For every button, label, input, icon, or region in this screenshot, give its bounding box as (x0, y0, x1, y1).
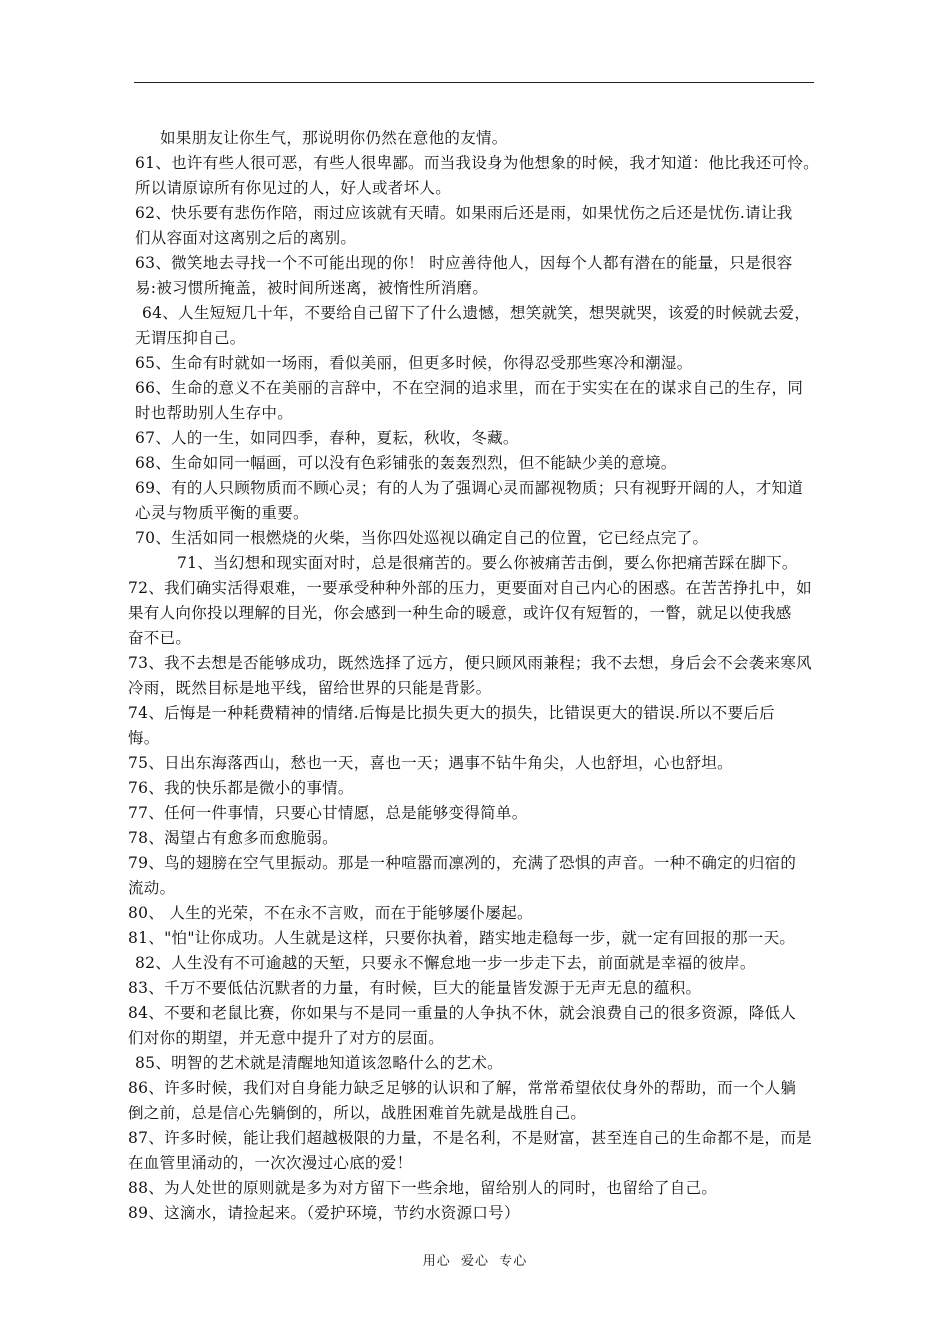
text-line: 66、生命的意义不在美丽的言辞中，不在空洞的追求里，而在于实实在在的谋求自己的生存，同 (135, 379, 804, 397)
text-line: 果有人向你投以理解的目光，你会感到一种生命的暖意，或许仅有短暂的，一瞥，就足以使我感 (128, 604, 792, 622)
text-line: 79、鸟的翅膀在空气里振动。那是一种喧嚣而凛冽的，充满了恐惧的声音。一种不确定的归宿的 (128, 854, 797, 872)
text-line: 68、生命如同一幅画，可以没有色彩铺张的轰轰烈烈，但不能缺少美的意境。 (135, 454, 677, 472)
text-line: 奋不已。 (128, 629, 192, 647)
text-line: 易:被习惯所掩盖，被时间所迷离，被惰性所消磨。 (135, 279, 489, 297)
text-line: 们对你的期望，并无意中提升了对方的层面。 (128, 1029, 445, 1047)
text-line: 所以请原谅所有你见过的人，好人或者坏人。 (135, 179, 452, 197)
text-line: 70、生活如同一根燃烧的火柴，当你四处巡视以确定自己的位置，它已经点完了。 (135, 529, 709, 547)
text-line: 72、我们确实活得艰难，一要承受种种外部的压力，更要面对自己内心的困惑。在苦苦挣扎中，如 (128, 579, 812, 597)
text-line: 81、"怕"让你成功。人生就是这样，只要你执着，踏实地走稳每一步，就一定有回报的那一天。 (128, 929, 796, 947)
text-line: 80、 人生的光荣，不在永不言败，而在于能够屡仆屡起。 (128, 904, 533, 922)
text-line: 82、人生没有不可逾越的天堑，只要永不懈怠地一步一步走下去，前面就是幸福的彼岸。 (135, 954, 756, 972)
text-line: 77、任何一件事情，只要心甘情愿，总是能够变得简单。 (128, 804, 528, 822)
text-line: 78、渴望占有愈多而愈脆弱。 (128, 829, 338, 847)
text-line: 89、这滴水，请捡起来。（爱护环境，节约水资源口号） (128, 1204, 520, 1222)
text-line: 63、微笑地去寻找一个不可能出现的你！ 时应善待他人，因每个人都有潜在的能量，只是很容 (135, 254, 793, 272)
text-line: 在血管里涌动的，一次次漫过心底的爱！ (128, 1154, 413, 1172)
text-line: 心灵与物质平衡的重要。 (135, 504, 309, 522)
header-rule (134, 82, 814, 83)
page-footer: 用心 爱心 专心 (422, 1254, 528, 1269)
text-line: 84、不要和老鼠比赛，你如果与不是同一重量的人争执不休，就会浪费自己的很多资源，降低人 (128, 1004, 797, 1022)
text-line: 倒之前，总是信心先躺倒的，所以，战胜困难首先就是战胜自己。 (128, 1104, 587, 1122)
text-line: 86、许多时候，我们对自身能力缺乏足够的认识和了解，常常希望依仗身外的帮助，而一个人躺 (128, 1079, 797, 1097)
text-line: 73、我不去想是否能够成功，既然选择了远方，便只顾风雨兼程；我不去想，身后会不会袭来寒风 (128, 654, 812, 672)
text-line: 74、后悔是一种耗费精神的情绪.后悔是比损失更大的损失，比错误更大的错误.所以不要后后 (128, 704, 775, 722)
text-line: 悔。 (128, 729, 160, 747)
text-line: 时也帮助别人生存中。 (135, 404, 294, 422)
text-line: 无谓压抑自己。 (135, 329, 246, 347)
text-line: 们从容面对这离别之后的离别。 (135, 229, 357, 247)
text-line: 69、有的人只顾物质而不顾心灵；有的人为了强调心灵而鄙视物质；只有视野开阔的人，才知道 (135, 479, 804, 497)
text-line: 62、快乐要有悲伤作陪，雨过应该就有天晴。如果雨后还是雨，如果忧伤之后还是忧伤.请让我 (135, 204, 793, 222)
text-line: 61、也许有些人很可恶，有些人很卑鄙。而当我设身为他想象的时候，我才知道：他比我还可怜。 (135, 154, 819, 172)
text-line: 83、千万不要低估沉默者的力量，有时候，巨大的能量皆发源于无声无息的蕴积。 (128, 979, 702, 997)
text-line: 88、为人处世的原则就是多为对方留下一些余地，留给别人的同时，也留给了自己。 (128, 1179, 718, 1197)
text-line: 65、生命有时就如一场雨，看似美丽，但更多时候，你得忍受那些寒冷和潮湿。 (135, 354, 693, 372)
text-line: 85、明智的艺术就是清醒地知道该忽略什么的艺术。 (135, 1054, 503, 1072)
text-line: 冷雨，既然目标是地平线，留给世界的只能是背影。 (128, 679, 492, 697)
text-line: 76、我的快乐都是微小的事情。 (128, 779, 354, 797)
text-line: 67、人的一生，如同四季，春种，夏耘，秋收，冬藏。 (135, 429, 519, 447)
text-line: 71、当幻想和现实面对时，总是很痛苦的。要么你被痛苦击倒，要么你把痛苦踩在脚下。 (177, 554, 798, 572)
text-line: 87、许多时候，能让我们超越极限的力量，不是名利，不是财富，甚至连自己的生命都不是，而是 (128, 1129, 812, 1147)
text-line: 75、日出东海落西山，愁也一天，喜也一天；遇事不钻牛角尖，人也舒坦，心也舒坦。 (128, 754, 733, 772)
text-line: 64、人生短短几十年，不要给自己留下了什么遗憾，想笑就笑，想哭就哭，该爱的时候就去爱， (142, 304, 811, 322)
text-line: 流动。 (128, 879, 176, 897)
text-line: 如果朋友让你生气，那说明你仍然在意他的友情。 (160, 129, 508, 147)
